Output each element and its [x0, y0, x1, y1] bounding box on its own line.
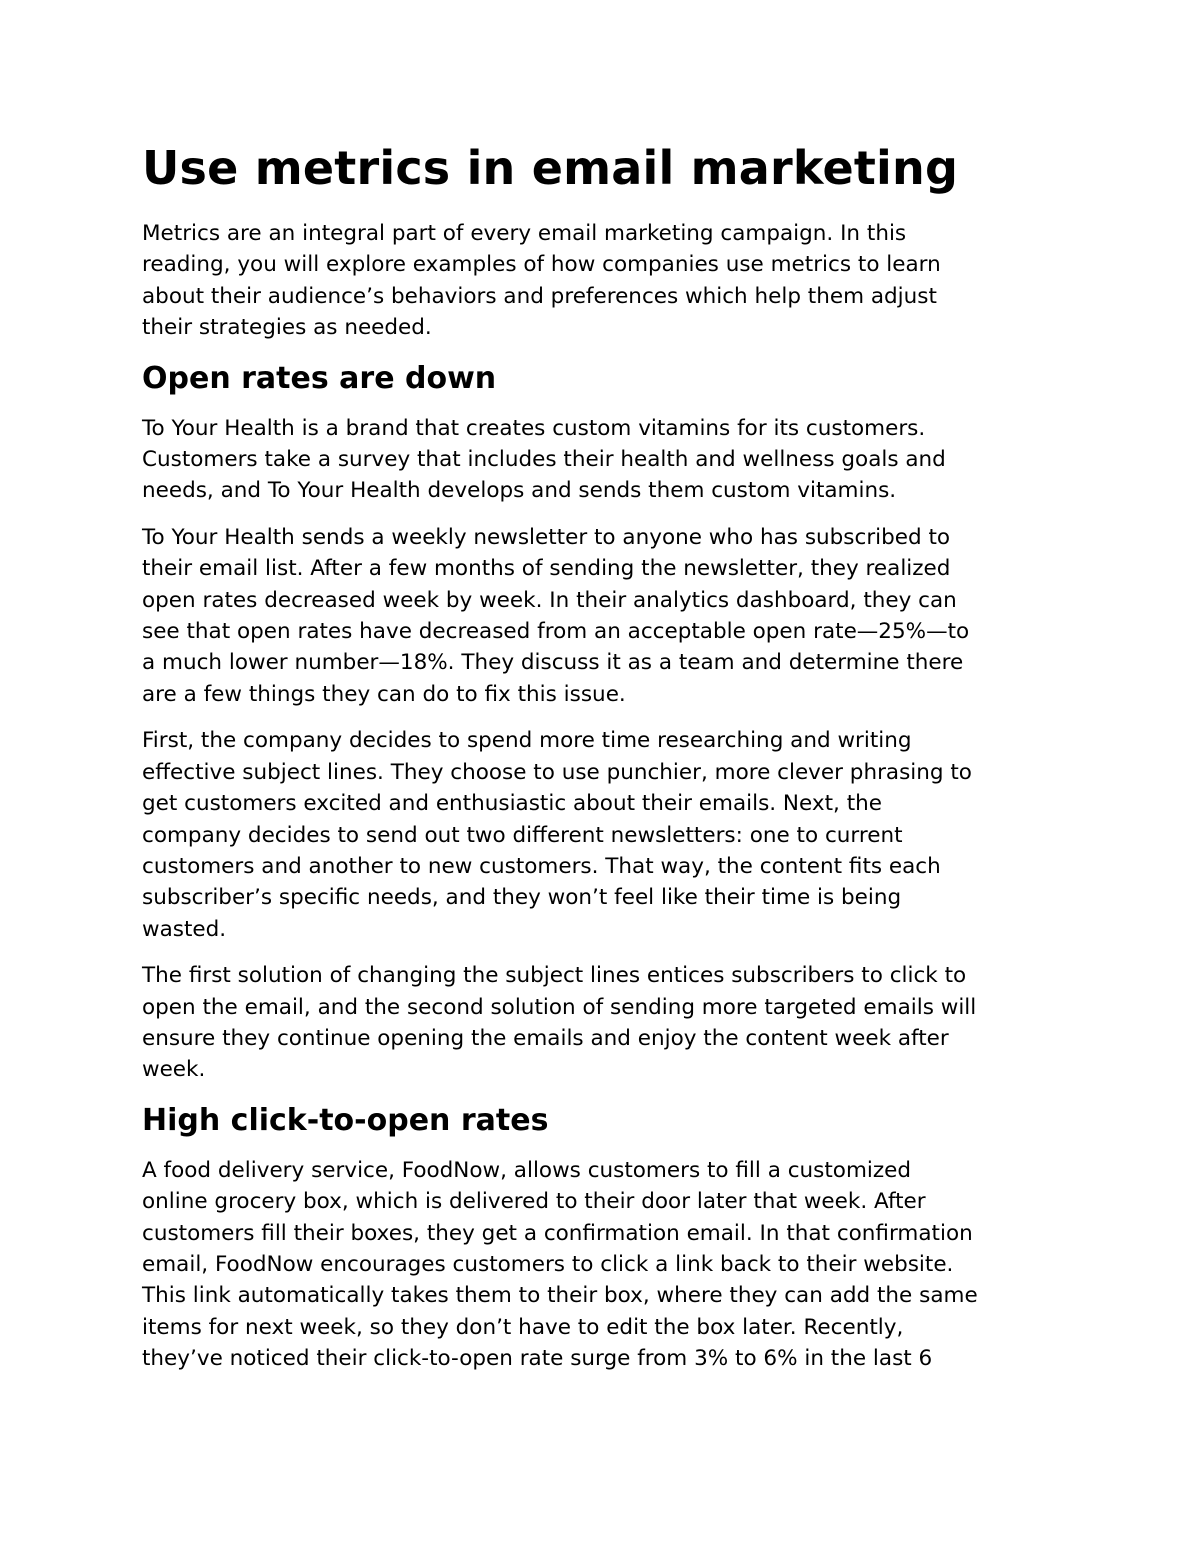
text-line: items for next week, so they don’t have to edit the box later. Recently,	[142, 1314, 904, 1340]
text-line: their email list. After a few months of sending the newsletter, they realized	[142, 556, 951, 582]
intro-line: about their audience’s behaviors and preferences which help them adjust	[142, 283, 937, 309]
paragraph	[142, 725, 1072, 945]
text-line: they’ve noticed their click-to-open rate surge from 3% to 6% in the last 6	[142, 1346, 933, 1372]
intro-line: reading, you will explore examples of how companies use metrics to learn	[142, 252, 941, 278]
text-line: wasted.	[142, 916, 227, 942]
text-line: needs, and To Your Health develops and sends them custom vitamins.	[142, 478, 897, 504]
text-line: effective subject lines. They choose to use punchier, more clever phrasing to	[142, 759, 972, 785]
document-title: Use metrics in email marketing	[142, 141, 959, 195]
text-line: see that open rates have decreased from an acceptable open rate—25%—to	[142, 619, 970, 645]
text-line: customers and another to new customers. That way, the content fits each	[142, 853, 941, 879]
text-line: subscriber’s specific needs, and they won’t feel like their time is being	[142, 885, 902, 911]
intro-paragraph	[142, 218, 1072, 344]
intro-line: their strategies as needed.	[142, 315, 432, 341]
text-line: Customers take a survey that includes their health and wellness goals and	[142, 447, 946, 473]
text-line: company decides to send out two different newsletters: one to current	[142, 822, 903, 848]
text-line: First, the company decides to spend more time researching and writing	[142, 728, 912, 754]
text-line: This link automatically takes them to their box, where they can add the same	[142, 1283, 978, 1309]
text-line: get customers excited and enthusiastic about their emails. Next, the	[142, 791, 882, 817]
text-line: A food delivery service, FoodNow, allows customers to fill a customized	[142, 1157, 912, 1183]
text-line: email, FoodNow encourages customers to click a link back to their website.	[142, 1251, 954, 1277]
text-line: The first solution of changing the subject lines entices subscribers to click to	[142, 963, 967, 989]
paragraph	[142, 1155, 1072, 1375]
text-line: are a few things they can do to fix this issue.	[142, 681, 626, 707]
paragraph	[142, 522, 1072, 710]
text-line: online grocery box, which is delivered to their door later that week. After	[142, 1189, 926, 1215]
section-heading-click-to-open: High click-to-open rates	[142, 1102, 549, 1138]
intro-line: Metrics are an integral part of every email marketing campaign. In this	[142, 221, 907, 246]
text-line: open rates decreased week by week. In their analytics dashboard, they can	[142, 587, 957, 613]
text-line: week.	[142, 1057, 206, 1083]
text-line: To Your Health is a brand that creates custom vitamins for its customers.	[142, 415, 926, 441]
text-line: To Your Health sends a weekly newsletter to anyone who has subscribed to	[142, 524, 951, 550]
text-line: ensure they continue opening the emails and enjoy the content week after	[142, 1025, 949, 1051]
text-line: a much lower number—18%. They discuss it as a team and determine there	[142, 650, 964, 676]
text-line: customers fill their boxes, they get a confirmation email. In that confirmation	[142, 1220, 973, 1246]
section-heading-open-rates: Open rates are down	[142, 360, 497, 396]
text-line: open the email, and the second solution of sending more targeted emails will	[142, 994, 977, 1020]
paragraph	[142, 413, 1072, 507]
paragraph	[142, 960, 1072, 1086]
document-page	[142, 138, 1072, 1390]
